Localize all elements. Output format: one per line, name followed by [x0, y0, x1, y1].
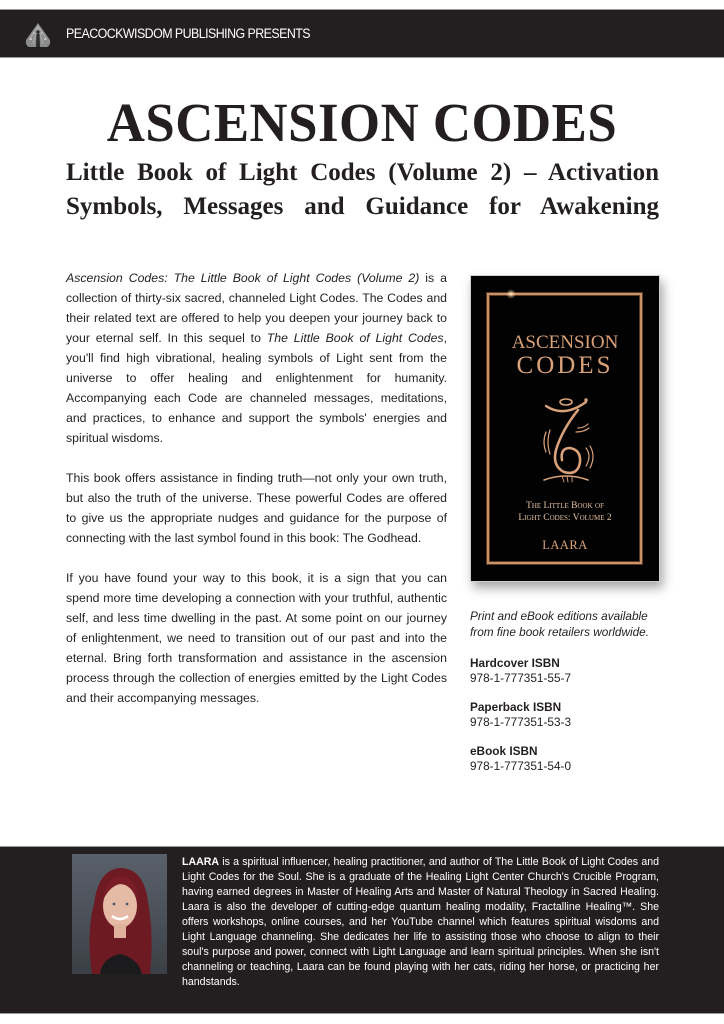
isbn-value: 978-1-777351-55-7 [470, 671, 572, 685]
description-paragraph-3: If you have found your way to this book, it is a sign that you can spend more time developing a connection with your truthful, authentic self, and less time dwelling in the past. At some point on our journey of enlightenment, we need to transition out of our past and into the eternal. Bring forth transformation and assistance in the ascension process through the collection of energies emitted by the Light Codes and their accompanying messages. [66, 571, 447, 705]
isbn-ebook [470, 744, 670, 774]
book-cover-image [470, 275, 660, 582]
peacock-logo-icon [22, 22, 54, 48]
cover-author: LAARA [542, 538, 588, 552]
author-bio-text: is a spiritual influencer, healing practitioner, and author of The Little Book of Light Codes and Light Codes for the Soul. She is a graduate of the Healing Light Center Church's Crucible Program, having earned degrees in Master of Healing Arts and Master of Natural Theology in Sacred Healing. Laara is also the developer of cutting-edge quantum healing modality, Fractalline Healing™. She offers workshops, online courses, and her YouTube channel which features spiritual wisdoms and Light Language channeling. She dedicates her life to assisting those who choose to align to their soul's purpose and power, connect with Light Language and learn spiritual principles. When she isn't channeling or teaching, Laara can be found playing with her cats, riding her horse, or practicing her handstands. [182, 856, 659, 988]
book-subtitle [66, 156, 659, 224]
isbn-label: Hardcover ISBN [470, 656, 560, 670]
publisher-line: PEACOCKWISDOM PUBLISHING PRESENTS [66, 26, 311, 41]
italic-reference-title: The Little Book of Light Codes [266, 331, 444, 345]
light-code-symbol-icon [534, 392, 598, 488]
cover-subtitle-line-2: Light Codes: Volume 2 [518, 513, 612, 523]
subtitle-line-1: Little Book of Light Codes (Volume 2) – Activation [66, 159, 659, 186]
author-name: LAARA [182, 856, 220, 868]
isbn-paperback [470, 700, 670, 730]
availability-line-2: from fine book retailers worldwide. [470, 624, 649, 639]
isbn-label: eBook ISBN [470, 744, 538, 758]
isbn-hardcover [470, 656, 670, 686]
publisher-header-bar [0, 9, 724, 58]
isbn-label: Paperback ISBN [470, 700, 562, 714]
cover-title-line-1: ASCENSION [511, 332, 619, 353]
isbn-value: 978-1-777351-53-3 [470, 715, 572, 729]
subtitle-line-2: Symbols, Messages and Guidance for Awakening [66, 193, 659, 220]
cover-background [471, 276, 659, 581]
author-bio [182, 855, 659, 990]
book-description [66, 268, 447, 728]
cover-sparkle-icon [506, 289, 516, 299]
book-title: ASCENSION CODES [106, 92, 618, 153]
description-text: , you'll find high vibrational, healing symbols of Light sent from the universe to offer healing and enlightenment for humanity. Accompanying each Code are channeled messages, meditations, and practices, to enhance and support the symbols' energies and spiritual wisdoms. [66, 331, 447, 445]
description-paragraph-1 [66, 268, 447, 448]
cover-subtitle [471, 500, 659, 524]
isbn-value: 978-1-777351-54-0 [470, 759, 572, 773]
cover-title-line-2: CODES [516, 352, 614, 379]
cover-subtitle-line-1: The Little Book of [526, 501, 604, 511]
author-photo [72, 854, 167, 974]
description-paragraph-2: This book offers assistance in finding truth—not only your own truth, but also the truth of the universe. These powerful Codes are offered to give us the appropriate nudges and guidance for the purpose of connecting with the last symbol found in this book: The Godhead. [66, 471, 447, 545]
availability-note [470, 609, 670, 640]
availability-line-1: Print and eBook editions available [470, 609, 648, 623]
author-portrait-icon [72, 854, 167, 974]
italic-book-title: Ascension Codes: The Little Book of Light Codes (Volume 2) [66, 271, 420, 285]
description-text: is a collection of thirty-six sacred, channeled Light Codes. The Codes and their related text are offered to help you deepen your journey back to your eternal self. In this sequel to [66, 271, 447, 345]
